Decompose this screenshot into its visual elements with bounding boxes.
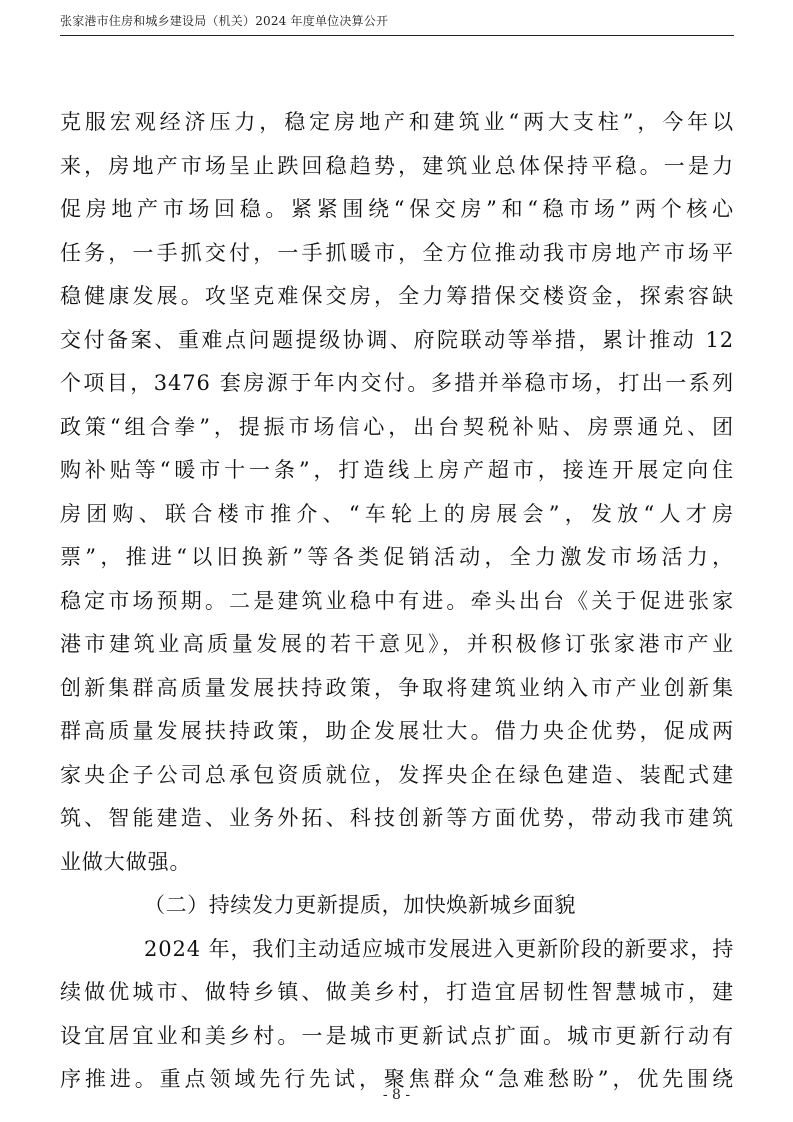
body-line: 设宜居宜业和美乡村。一是城市更新试点扩面。城市更新行动有 <box>60 1023 734 1048</box>
body-line: 房团购、联合楼市推介、“车轮上的房展会”，发放“人才房 <box>60 501 734 526</box>
section-heading: （二）持续发力更新提质，加快焕新城乡面貌 <box>144 893 576 917</box>
page-header-title: 张家港市住房和城乡建设局（机关）2024 年度单位决算公开 <box>60 14 389 28</box>
body-line: 港市建筑业高质量发展的若干意见》，并积极修订张家港市产业 <box>60 632 734 656</box>
body-line: 任务，一手抓交付，一手抓暖市，全方位推动我市房地产市场平 <box>60 240 734 265</box>
body-line: 克服宏观经济压力，稳定房地产和建筑业“两大支柱”，今年以 <box>60 110 734 134</box>
body-line: 稳定市场预期。二是建筑业稳中有进。牵头出台《关于促进张家 <box>60 588 734 613</box>
document-body <box>60 101 734 1102</box>
body-line: 稳健康发展。攻坚克难保交房，全力筹措保交楼资金，探索容缺 <box>60 284 734 308</box>
body-line: 促房地产市场回稳。紧紧围绕“保交房”和“稳市场”两个核心 <box>60 197 734 221</box>
body-line: 家央企子公司总承包资质就位，发挥央企在绿色建造、装配式建 <box>60 762 734 787</box>
body-line: 票”，推进“以旧换新”等各类促销活动，全力激发市场活力， <box>60 545 734 569</box>
body-line: 政策“组合拳”，提振市场信心，出台契税补贴、房票通兑、团 <box>60 414 734 439</box>
body-line: 购补贴等“暖市十一条”，打造线上房产超市，接连开展定向住 <box>60 458 734 482</box>
body-line: 来，房地产市场呈止跌回稳趋势，建筑业总体保持平稳。一是力 <box>60 153 734 178</box>
body-line: 2024 年，我们主动适应城市发展进入更新阶段的新要求，持 <box>144 936 735 961</box>
body-line: 交付备案、重难点问题提级协调、府院联动等举措，累计推动 12 <box>60 327 734 352</box>
header-divider <box>60 35 734 36</box>
body-line: 业做大做强。 <box>60 849 192 874</box>
page-number: - 8 - <box>382 1087 411 1103</box>
body-line: 群高质量发展扶持政策，助企发展壮大。借力央企优势，促成两 <box>60 719 734 743</box>
body-line: 个项目，3476 套房源于年内交付。多措并举稳市场，打出一系列 <box>60 371 734 395</box>
body-line: 筑、智能建造、业务外拓、科技创新等方面优势，带动我市建筑 <box>60 806 734 830</box>
body-line: 创新集群高质量发展扶持政策，争取将建筑业纳入市产业创新集 <box>60 675 734 700</box>
body-line: 序推进。重点领域先行先试，聚焦群众“急难愁盼”，优先围绕 <box>60 1067 734 1091</box>
body-line: 续做优城市、做特乡镇、做美乡村，打造宜居韧性智慧城市，建 <box>60 980 734 1004</box>
